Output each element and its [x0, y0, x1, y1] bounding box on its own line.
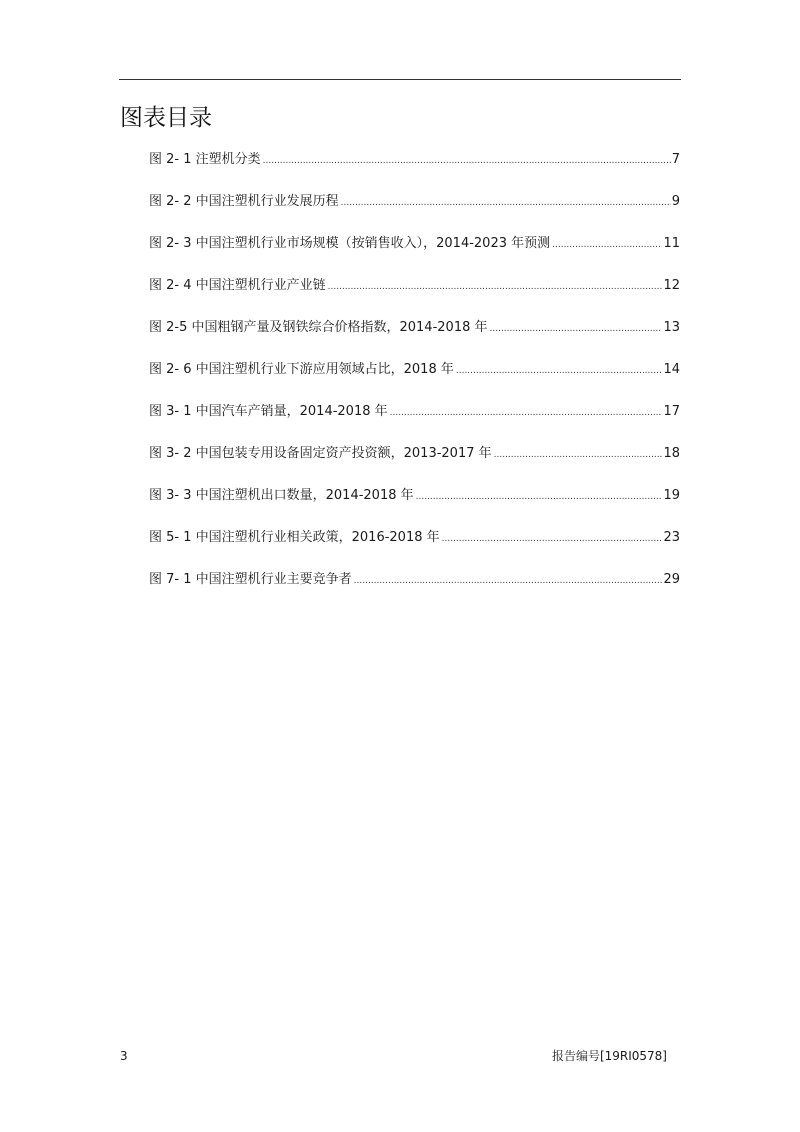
- toc-entry-label: 图 2- 4 中国注塑机行业产业链: [149, 278, 326, 293]
- toc-entry-page: 13: [663, 320, 680, 335]
- footer-report-number: 报告编号[19RI0578]: [551, 1049, 667, 1063]
- toc-entry-label: 图 3- 2 中国包装专用设备固定资产投资额，2013-2017 年: [149, 446, 492, 461]
- toc-entry-page: 19: [663, 488, 680, 503]
- toc-dot-leader: [494, 444, 663, 466]
- toc-entry[interactable]: [149, 401, 680, 443]
- toc-entry[interactable]: [149, 275, 680, 317]
- toc-dot-leader: [552, 234, 662, 256]
- toc-entry-label: 图 2- 3 中国注塑机行业市场规模（按销售收入），2014-2023 年预测: [149, 236, 551, 251]
- toc-entry[interactable]: [149, 317, 680, 359]
- toc-entry-label: 图 2- 2 中国注塑机行业发展历程: [149, 194, 339, 209]
- toc-entry-page: 11: [663, 236, 680, 251]
- toc-entry[interactable]: [149, 359, 680, 401]
- toc-dot-leader: [456, 360, 663, 382]
- toc-entry-label: 图 2- 1 注塑机分类: [149, 152, 261, 167]
- toc-entry-page: 29: [663, 572, 680, 587]
- toc-entry-page: 7: [671, 152, 680, 167]
- toc-entry-label: 图 2- 6 中国注塑机行业下游应用领域占比，2018 年: [149, 362, 454, 377]
- toc-dot-leader: [328, 276, 663, 298]
- toc-entry[interactable]: [149, 443, 680, 485]
- toc-entry-page: 18: [663, 446, 680, 461]
- toc-entry[interactable]: [149, 527, 680, 569]
- toc-entry[interactable]: [149, 569, 680, 611]
- toc-dot-leader: [416, 486, 663, 508]
- toc-entry-label: 图 2-5 中国粗钢产量及钢铁综合价格指数，2014-2018 年: [149, 320, 488, 335]
- toc-entry-label: 图 5- 1 中国注塑机行业相关政策，2016-2018 年: [149, 530, 440, 545]
- toc-dot-leader: [490, 318, 663, 340]
- toc-dot-leader: [354, 570, 663, 592]
- toc-entry-page: 23: [663, 530, 680, 545]
- toc-entry[interactable]: [149, 485, 680, 527]
- toc-dot-leader: [263, 150, 671, 172]
- toc-entry-label: 图 7- 1 中国注塑机行业主要竞争者: [149, 572, 352, 587]
- toc-entry-page: 12: [663, 278, 680, 293]
- toc-list: [149, 149, 680, 611]
- toc-entry-page: 9: [671, 194, 680, 209]
- header-rule: [119, 79, 681, 80]
- toc-dot-leader: [390, 402, 663, 424]
- toc-entry[interactable]: [149, 149, 680, 191]
- toc-entry[interactable]: [149, 191, 680, 233]
- toc-entry-label: 图 3- 1 中国汽车产销量，2014-2018 年: [149, 404, 388, 419]
- toc-entry-label: 图 3- 3 中国注塑机出口数量，2014-2018 年: [149, 488, 414, 503]
- footer-page-number: 3: [120, 1049, 128, 1063]
- toc-entry[interactable]: [149, 233, 680, 275]
- toc-dot-leader: [341, 192, 671, 214]
- toc-entry-page: 17: [663, 404, 680, 419]
- toc-dot-leader: [442, 528, 663, 550]
- page-title: 图表目录: [120, 105, 212, 131]
- toc-entry-page: 14: [663, 362, 680, 377]
